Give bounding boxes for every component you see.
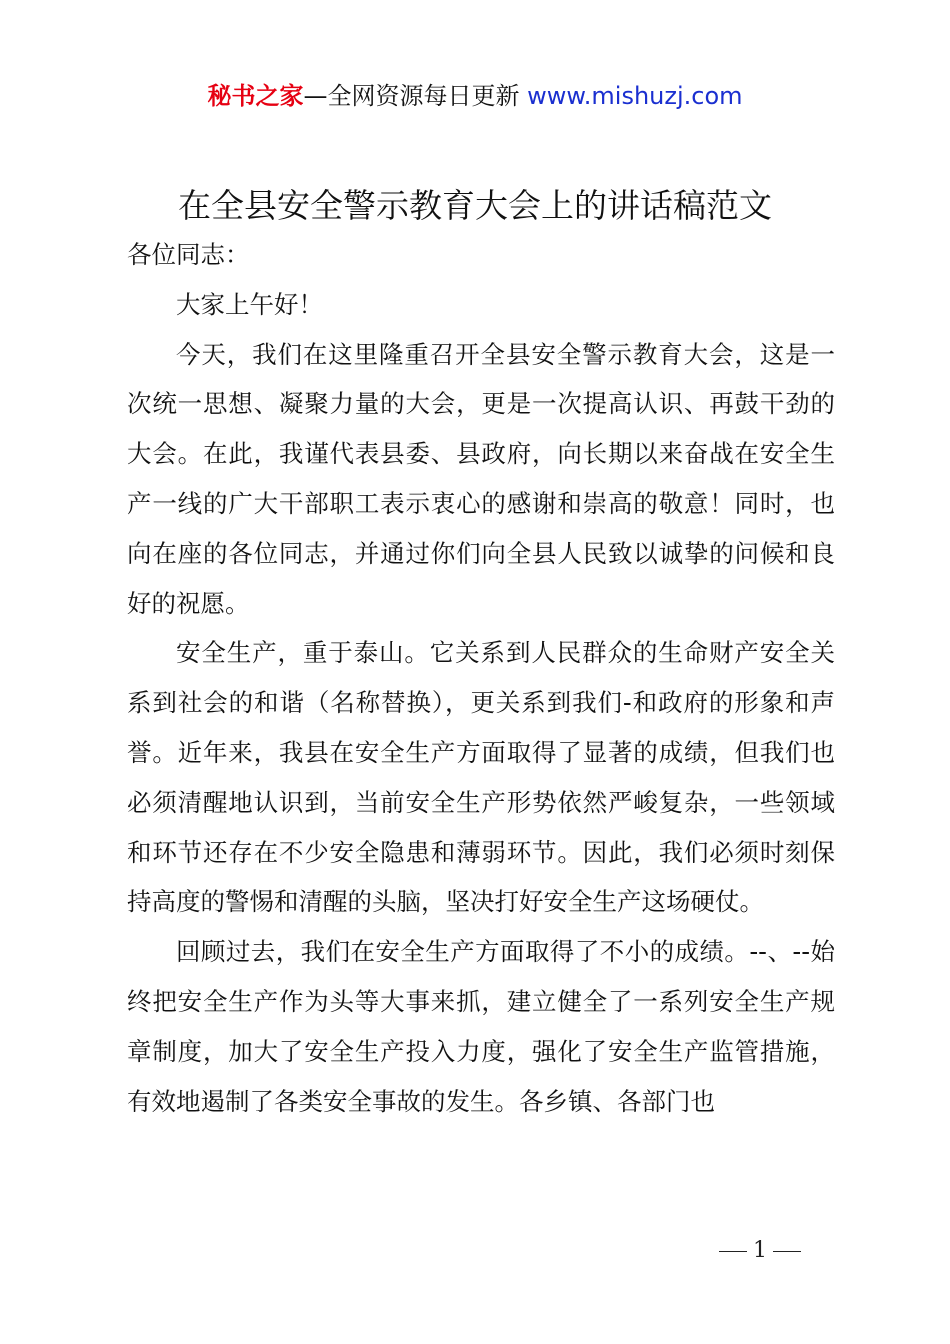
site-brand: 秘书之家 [207, 82, 304, 110]
footer-dash-right [773, 1251, 801, 1252]
salutation: 各位同志： [127, 240, 250, 269]
paragraph: 回顾过去，我们在安全生产方面取得了不小的成绩。--、--始终把安全生产作为头等大事来抓，建立健全了一系列安全生产规章制度，加大了安全生产投入力度，强化了安全生产监管措施，有效地遏制了各类安全事故的发生。各乡镇、各部门也 [127, 937, 835, 1116]
paragraph: 安全生产，重于泰山。它关系到人民群众的生命财产安全关系到社会的和谐（名称替换），更关系到我们-和政府的形象和声誉。近年来，我县在安全生产方面取得了显著的成绩，但我们也必须清醒地认识到，当前安全生产形势依然严峻复杂，一些领域和环节还存在不少安全隐患和薄弱环节。因此，我们必须时刻保持高度的警惕和清醒的头脑，坚决打好安全生产这场硬仗。 [127, 638, 835, 917]
document-body [127, 230, 835, 1126]
site-url-link[interactable]: www.mishuzj.com [527, 82, 743, 110]
document-title: 在全县安全警示教育大会上的讲话稿范文 [178, 186, 772, 225]
site-header [0, 80, 950, 112]
page-number: 1 [753, 1238, 767, 1263]
footer-dash-left [719, 1251, 747, 1252]
site-tagline: —全网资源每日更新 [303, 82, 520, 110]
paragraph: 大家上午好！ [176, 289, 323, 319]
paragraph: 今天，我们在这里隆重召开全县安全警示教育大会，这是一次统一思想、凝聚力量的大会，更是一次提高认识、再鼓干劲的大会。在此，我谨代表县委、县政府，向长期以来奋战在安全生产一线的广大干部职工表示衷心的感谢和崇高的敬意！同时，也向在座的各位同志，并通过你们向全县人民致以诚挚的问候和良好的祝愿。 [127, 339, 835, 618]
page-footer [0, 1238, 950, 1263]
